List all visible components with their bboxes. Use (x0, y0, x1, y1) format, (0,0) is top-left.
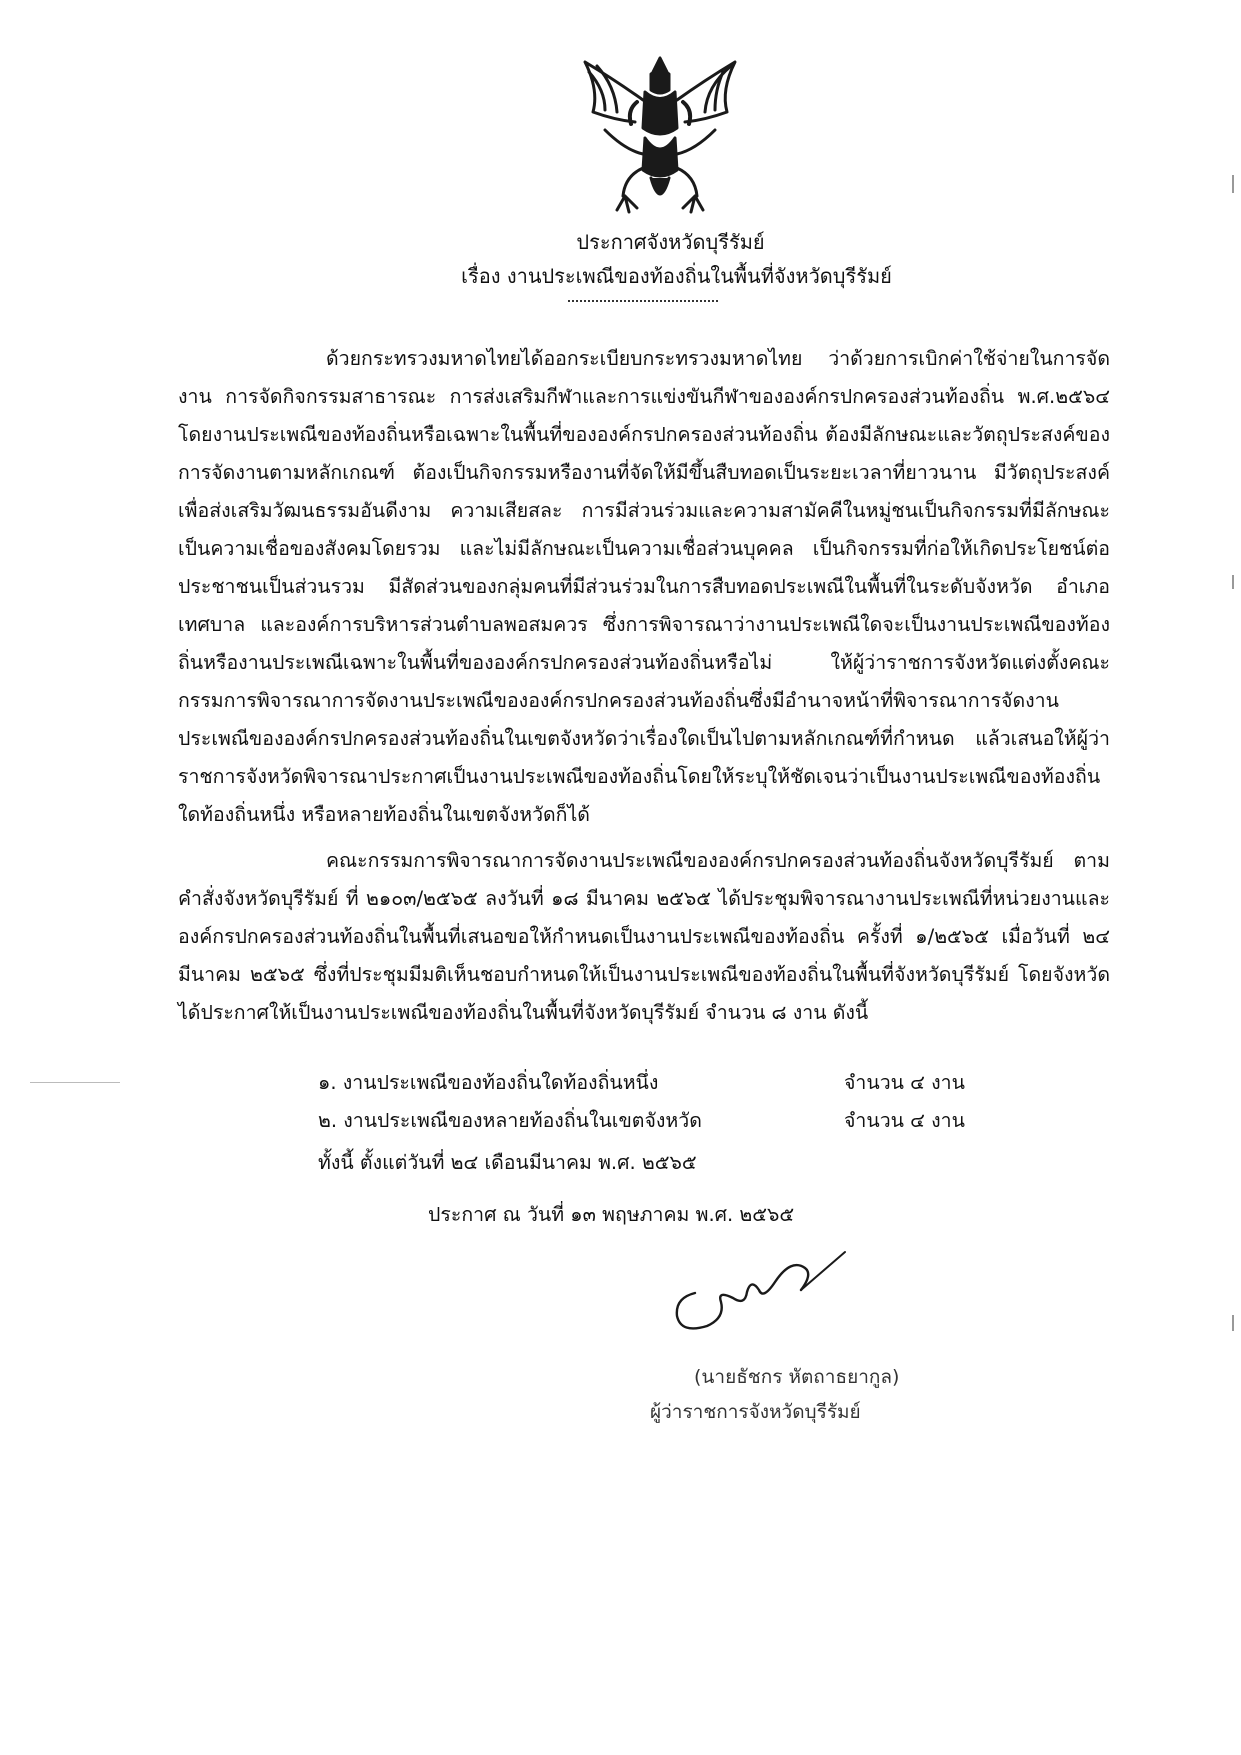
effective-date: ทั้งนี้ ตั้งแต่วันที่ ๒๔ เดือนมีนาคม พ.ศ. ๒๕๖๕ (318, 1151, 697, 1174)
scan-edge-mark (1232, 575, 1234, 589)
scan-edge-mark (1232, 175, 1234, 193)
signature-icon (655, 1238, 875, 1348)
announcement-subject: เรื่อง งานประเพณีของท้องถิ่นในพื้นที่จังหวัดบุรีรัมย์ (461, 264, 892, 288)
garuda-emblem-icon (565, 50, 755, 220)
scan-edge-mark (1232, 1315, 1234, 1331)
signer-name: (นายธัชกร หัตถาธยากูล) (694, 1366, 900, 1388)
paragraph-1: ด้วยกระทรวงมหาดไทยได้ออกระเบียบกระทรวงมหาดไทย ว่าด้วยการเบิกค่าใช้จ่ายในการจัดงาน การจัดกิจกรรมสาธารณะ การส่งเสริมกีฬาและการแข่งขันกีฬาขององค์กรปกครองส่วนท้องถิ่น พ.ศ.๒๕๖๔ โดยงานประเพณีของท้องถิ่นหรือเฉพาะในพื้นที่ขององค์กรปกครองส่วนท้องถิ่น ต้องมีลักษณะและวัตถุประสงค์ของการจัดงานตามหลักเกณฑ์ ต้องเป็นกิจกรรมหรืองานที่จัดให้มีขึ้นสืบทอดเป็นระยะเวลาที่ยาวนาน มีวัตถุประสงค์เพื่อส่งเสริมวัฒนธรรมอันดีงาม ความเสียสละ การมีส่วนร่วมและความสามัคคีในหมู่ชนเป็นกิจกรรมที่มีลักษณะเป็นความเชื่อของสังคมโดยรวม และไม่มีลักษณะเป็นความเชื่อส่วนบุคคล เป็นกิจกรรมที่ก่อให้เกิดประโยชน์ต่อประชาชนเป็นส่วนรวม มีสัดส่วนของกลุ่มคนที่มีส่วนร่วมในการสืบทอดประเพณีในพื้นที่ในระดับจังหวัด อำเภอ เทศบาล และองค์การบริหารส่วนตำบลพอสมควร ซึ่งการพิจารณาว่างานประเพณีใดจะเป็นงานประเพณีของท้องถิ่นหรืองานประเพณีเฉพาะในพื้นที่ขององค์กรปกครองส่วนท้องถิ่นหรือไม่ ให้ผู้ว่าราชการจังหวัดแต่งตั้งคณะกรรมการพิจารณาการจัดงานประเพณีขององค์กรปกครองส่วนท้องถิ่นซึ่งมีอำนาจหน้าที่พิจารณาการจัดงานประเพณีขององค์กรปกครองส่วนท้องถิ่นในเขตจังหวัดว่าเรื่องใดเป็นไปตามหลักเกณฑ์ที่กำหนด แล้วเสนอให้ผู้ว่าราชการจังหวัดพิจารณาประกาศเป็นงานประเพณีของท้องถิ่นโดยให้ระบุให้ชัดเจนว่าเป็นงานประเพณีของท้องถิ่นใดท้องถิ่นหนึ่ง หรือหลายท้องถิ่นในเขตจังหวัดก็ได้ (178, 347, 1110, 826)
list-item-count: จำนวน ๔ งาน (844, 1071, 965, 1094)
scan-edge-mark (30, 1082, 120, 1083)
list-item-text: ๑. งานประเพณีของท้องถิ่นใดท้องถิ่นหนึ่ง (318, 1071, 659, 1094)
separator-dots (568, 300, 718, 302)
announcement-title: ประกาศจังหวัดบุรีรัมย์ (576, 230, 765, 254)
signer-title: ผู้ว่าราชการจังหวัดบุรีรัมย์ (650, 1401, 861, 1423)
list-item-text: ๒. งานประเพณีของหลายท้องถิ่นในเขตจังหวัด (318, 1109, 702, 1132)
announcement-date: ประกาศ ณ วันที่ ๑๓ พฤษภาคม พ.ศ. ๒๕๖๕ (428, 1203, 795, 1226)
list-item-count: จำนวน ๔ งาน (844, 1109, 965, 1132)
paragraph-2: คณะกรรมการพิจารณาการจัดงานประเพณีขององค์กรปกครองส่วนท้องถิ่นจังหวัดบุรีรัมย์ ตามคำสั่งจังหวัดบุรีรัมย์ ที่ ๒๑๐๓/๒๕๖๕ ลงวันที่ ๑๘ มีนาคม ๒๕๖๕ ได้ประชุมพิจารณางานประเพณีที่หน่วยงานและองค์กรปกครองส่วนท้องถิ่นในพื้นที่เสนอขอให้กำหนดเป็นงานประเพณีของท้องถิ่น ครั้งที่ ๑/๒๕๖๕ เมื่อวันที่ ๒๔ มีนาคม ๒๕๖๕ ซึ่งที่ประชุมมีมติเห็นชอบกำหนดให้เป็นงานประเพณีของท้องถิ่นในพื้นที่จังหวัดบุรีรัมย์ โดยจังหวัดได้ประกาศให้เป็นงานประเพณีของท้องถิ่นในพื้นที่จังหวัดบุรีรัมย์ จำนวน ๘ งาน ดังนี้ (178, 849, 1110, 1024)
